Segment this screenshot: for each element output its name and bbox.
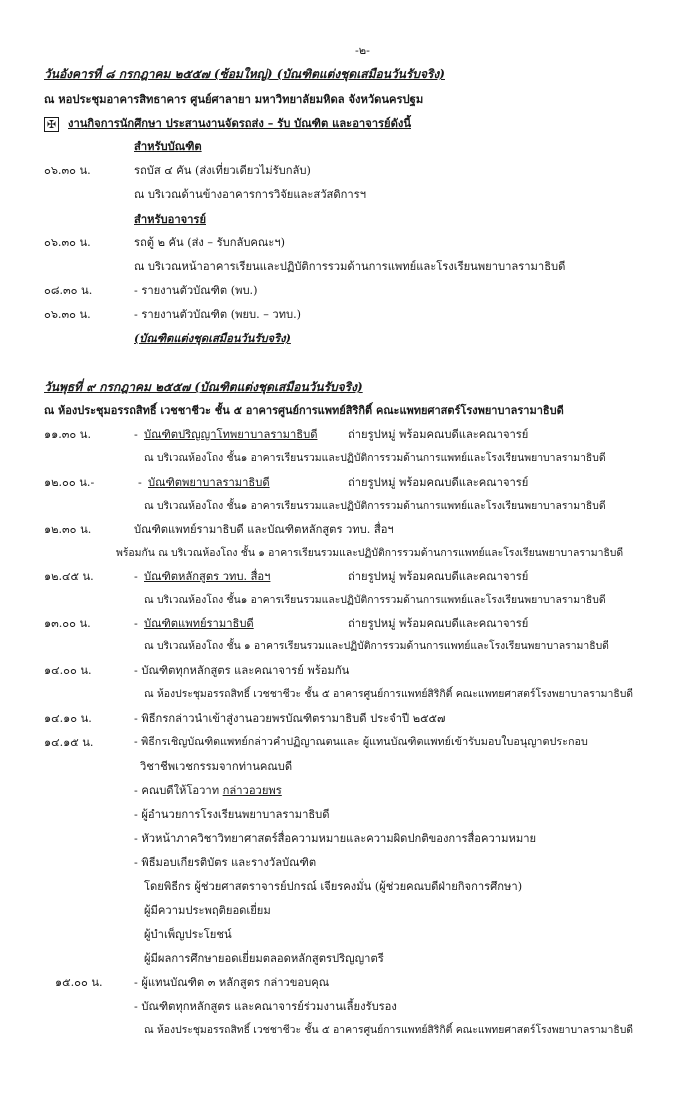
location-meeting-room: ณ ห้องประชุมอรรถสิทธิ์ เวชชาชีวะ ชั้น ๕ อาคารศูนย์การแพทย์สิริกิติ์ คณะแพทยศาสตร์โรงพยาบาลรามาธิบดี [144,688,634,700]
location-hall: ณ บริเวณห้องโถง ชั้น๑ อาคารเรียนรวมและปฏิบัติการรวมด้านการแพทย์และโรงเรียนพยาบาลรามาธิบดี [144,594,606,606]
dean-speech: - คณบดีให้โอวาท กล่าวอวยพร [134,784,282,797]
dress-note: (บัณฑิตแต่งชุดเสมือนวันรับจริง) [134,331,291,345]
time-1130: ๑๑.๓๐ น. [44,428,91,441]
bus-info: รถบัส ๔ คัน (ส่งเที่ยวเดียวไม่รับกลับ) [134,164,311,177]
reception: - บัณฑิตทุกหลักสูตร และคณาจารย์ร่วมงานเลี้ยงรับรอง [134,1000,397,1013]
time-1415: ๑๔.๑๕ น. [44,736,94,749]
nursing-director-speech: - ผู้อำนวยการโรงเรียนพยาบาลรามาธิบดี [134,808,330,821]
group-photo: ถ่ายรูปหมู่ พร้อมคณบดีและคณาจารย์ [348,617,529,630]
grad-reps-thanks: - ผู้แทนบัณฑิต ๓ หลักสูตร กล่าวขอบคุณ [134,976,330,989]
dash: - [134,428,138,441]
report-pb: - รายงานตัวบัณฑิต (พบ.) [134,284,258,297]
group-photo: ถ่ายรูปหมู่ พร้อมคณบดีและคณาจารย์ [348,428,529,441]
day2-heading: วันพุธที่ ๙ กรกฎาคม ๒๕๕๗ (บัณฑิตแต่งชุดเสมือนวันรับจริง) [44,380,363,394]
medical-and-comm-grads: บัณฑิตแพทย์รามาธิบดี และบัณฑิตหลักสูตร วทบ. สื่อฯ [134,523,394,536]
day1-venue: ณ หอประชุมอาคารสิทธาคาร ศูนย์ศาลายา มหาวิทยาลัยมหิดล จังหวัดนครปฐม [44,92,424,106]
van-location: ณ บริเวณหน้าอาคารเรียนและปฏิบัติการรวมด้านการแพทย์และโรงเรียนพยาบาลรามาธิบดี [134,260,566,273]
award-conduct: ผู้มีความประพฤติยอดเยี่ยม [144,904,271,917]
time-0830: ๐๘.๓๐ น. [44,284,93,297]
time-1200: ๑๒.๐๐ น.- [44,476,95,489]
comm-dept-head-speech: - หัวหน้าภาควิชาวิทยาศาสตร์สื่อความหมายและความผิดปกติของการสื่อความหมาย [134,832,537,845]
time-0630-c: ๐๖.๓๐ น. [44,308,91,321]
cross-icon: ✠ [44,117,59,132]
group-photo: ถ่ายรูปหมู่ พร้อมคณบดีและคณาจารย์ [348,570,529,583]
award-service: ผู้บำเพ็ญประโยชน์ [144,928,232,941]
nursing-grads: บัณฑิตพยาบาลรามาธิบดี [148,476,270,489]
day2-venue: ณ ห้องประชุมอรรถสิทธิ์ เวชชาชีวะ ชั้น ๕ อาคารศูนย์การแพทย์สิริกิติ์ คณะแพทยศาสตร์โรงพยาบาลรามาธิบดี [44,404,564,417]
location-hall: ณ บริเวณห้องโถง ชั้น ๑ อาคารเรียนรวมและปฏิบัติการรวมด้านการแพทย์และโรงเรียนพยาบาลรามาธิบดี [144,640,609,652]
award-ceremony: - พิธีมอบเกียรติบัตร และรางวัลบัณฑิต [134,856,317,869]
group-photo: ถ่ายรูปหมู่ พร้อมคณบดีและคณาจารย์ [348,476,529,489]
for-teachers-heading: สำหรับอาจารย์ [134,212,206,226]
bus-location: ณ บริเวณด้านข้างอาคารการวิจัยและสวัสดิการฯ [134,188,366,201]
location-hall: ณ บริเวณห้องโถง ชั้น๑ อาคารเรียนรวมและปฏิบัติการรวมด้านการแพทย์และโรงเรียนพยาบาลรามาธิบดี [144,500,606,512]
award-academic: ผู้มีผลการศึกษายอดเยี่ยมตลอดหลักสูตรปริญญาตรี [144,952,384,965]
medical-grads: บัณฑิตแพทย์รามาธิบดี [144,617,254,630]
time-1500: ๑๕.๐๐ น. [55,976,103,989]
time-1245: ๑๒.๔๕ น. [44,570,94,583]
time-1230: ๑๒.๓๐ น. [44,523,92,536]
report-pyb: - รายงานตัวบัณฑิต (พยบ. – วทบ.) [134,308,302,321]
time-0630-a: ๐๖.๓๐ น. [44,164,91,177]
dash: - [134,570,138,583]
dash: - [138,476,142,489]
time-1300: ๑๓.๐๐ น. [44,617,91,630]
page-number: -๒- [355,44,370,57]
van-info: รถตู้ ๒ คัน (ส่ง – รับกลับคณะฯ) [134,236,285,249]
dash: - [134,617,138,630]
all-grads-gather: - บัณฑิตทุกหลักสูตร และคณาจารย์ พร้อมกัน [134,664,350,677]
time-0630-b: ๐๖.๓๐ น. [44,236,91,249]
day1-heading: วันอังคารที่ ๘ กรกฎาคม ๒๕๕๗ (ซ้อมใหญ่) (บัณฑิตแต่งชุดเสมือนวันรับจริง) [44,67,445,81]
comm-sci-grads: บัณฑิตหลักสูตร วทบ. สื่อฯ [144,570,271,583]
location-meeting-room: ณ ห้องประชุมอรรถสิทธิ์ เวชชาชีวะ ชั้น ๕ อาคารศูนย์การแพทย์สิริกิติ์ คณะแพทยศาสตร์โรงพยาบาลรามาธิบดี [144,1024,634,1036]
transport-title: งานกิจการนักศึกษา ประสานงานจัดรถส่ง – รับ บัณฑิต และอาจารย์ดังนี้ [68,116,411,130]
for-graduates-heading: สำหรับบัณฑิต [134,139,202,153]
award-mc: โดยพิธีกร ผู้ช่วยศาสตราจารย์ปกรณ์ เจียรคงมั่น (ผู้ช่วยคณบดีฝ่ายกิจการศึกษา) [144,880,523,893]
mc-opening: - พิธีกรกล่าวนำเข้าสู่งานอวยพรบัณฑิตรามาธิบดี ประจำปี ๒๕๕๗ [134,712,446,725]
master-nursing-grads: บัณฑิตปริญญาโทพยาบาลรามาธิบดี [144,428,318,441]
time-1410: ๑๔.๑๐ น. [44,712,92,725]
time-1400: ๑๔.๐๐ น. [44,664,92,677]
oath-ceremony: - พิธีกรเชิญบัณฑิตแพทย์กล่าวคำปฏิญาณตนและ ผู้แทนบัณฑิตแพทย์เข้ารับมอบใบอนุญาตประกอบ [134,735,588,748]
location-hall: พร้อมกัน ณ บริเวณห้องโถง ชั้น ๑ อาคารเรียนรวมและปฏิบัติการรวมด้านการแพทย์และโรงเรียนพยาบาลรามาธิบดี [116,547,624,559]
oath-ceremony-cont: วิชาชีพเวชกรรมจากท่านคณบดี [140,760,293,773]
location-hall: ณ บริเวณห้องโถง ชั้น๑ อาคารเรียนรวมและปฏิบัติการรวมด้านการแพทย์และโรงเรียนพยาบาลรามาธิบดี [144,452,606,464]
